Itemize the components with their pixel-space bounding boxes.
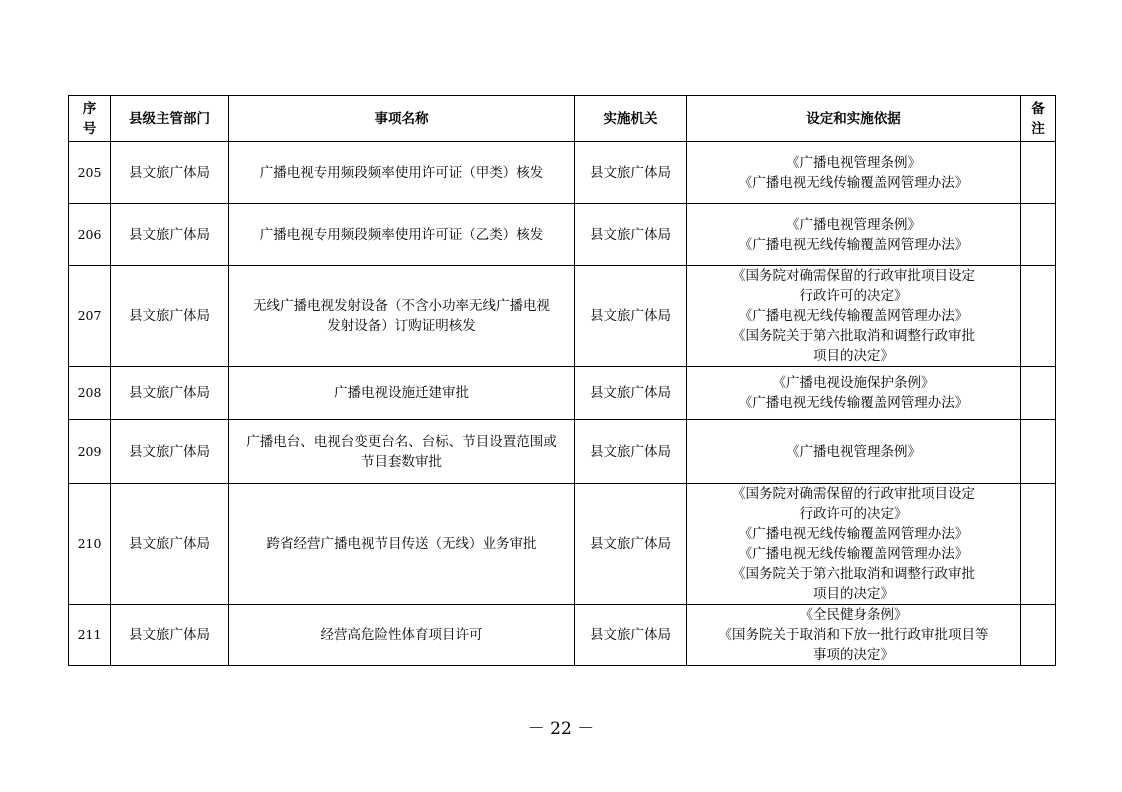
row-number: 206 — [69, 204, 111, 266]
row-basis: 《国务院对确需保留的行政审批项目设定 行政许可的决定》 《广播电视无线传输覆盖网管理办法》 《广播电视无线传输覆盖网管理办法》 《国务院关于第六批取消和调整行政审批 项目的决定》 — [687, 484, 1021, 605]
row-note — [1021, 367, 1056, 420]
row-number: 210 — [69, 484, 111, 605]
row-org: 县文旅广体局 — [575, 484, 687, 605]
row-note — [1021, 204, 1056, 266]
row-number: 208 — [69, 367, 111, 420]
row-org: 县文旅广体局 — [575, 605, 687, 666]
row-org: 县文旅广体局 — [575, 204, 687, 266]
table-row — [69, 367, 1056, 420]
row-basis: 《广播电视管理条例》 — [687, 420, 1021, 484]
row-number: 211 — [69, 605, 111, 666]
table-row — [69, 605, 1056, 666]
row-org: 县文旅广体局 — [575, 420, 687, 484]
row-org: 县文旅广体局 — [575, 266, 687, 367]
row-dept: 县文旅广体局 — [111, 420, 229, 484]
row-note — [1021, 420, 1056, 484]
table-row — [69, 420, 1056, 484]
row-item-name: 广播电视设施迁建审批 — [229, 367, 575, 420]
table-row — [69, 484, 1056, 605]
page-number: － 22 － — [527, 719, 595, 739]
header-seq: 序 号 — [69, 96, 111, 142]
row-item-name: 经营高危险性体育项目许可 — [229, 605, 575, 666]
approval-items-table — [68, 95, 1056, 666]
row-basis: 《国务院对确需保留的行政审批项目设定 行政许可的决定》 《广播电视无线传输覆盖网管理办法》 《国务院关于第六批取消和调整行政审批 项目的决定》 — [687, 266, 1021, 367]
row-number: 207 — [69, 266, 111, 367]
header-dept: 县级主管部门 — [111, 96, 229, 142]
row-basis: 《全民健身条例》 《国务院关于取消和下放一批行政审批项目等 事项的决定》 — [687, 605, 1021, 666]
header-note: 备 注 — [1021, 96, 1056, 142]
row-dept: 县文旅广体局 — [111, 266, 229, 367]
row-note — [1021, 142, 1056, 204]
table-header-row — [69, 96, 1056, 142]
row-item-name: 跨省经营广播电视节目传送（无线）业务审批 — [229, 484, 575, 605]
row-dept: 县文旅广体局 — [111, 605, 229, 666]
row-item-name: 广播电台、电视台变更台名、台标、节目设置范围或 节目套数审批 — [229, 420, 575, 484]
row-org: 县文旅广体局 — [575, 142, 687, 204]
row-item-name: 广播电视专用频段频率使用许可证（乙类）核发 — [229, 204, 575, 266]
row-dept: 县文旅广体局 — [111, 204, 229, 266]
header-basis: 设定和实施依据 — [687, 96, 1021, 142]
row-note — [1021, 605, 1056, 666]
row-number: 205 — [69, 142, 111, 204]
row-basis: 《广播电视管理条例》 《广播电视无线传输覆盖网管理办法》 — [687, 142, 1021, 204]
table-row — [69, 204, 1056, 266]
row-note — [1021, 266, 1056, 367]
header-org: 实施机关 — [575, 96, 687, 142]
row-item-name: 无线广播电视发射设备（不含小功率无线广播电视 发射设备）订购证明核发 — [229, 266, 575, 367]
row-basis: 《广播电视设施保护条例》 《广播电视无线传输覆盖网管理办法》 — [687, 367, 1021, 420]
row-note — [1021, 484, 1056, 605]
table-row — [69, 266, 1056, 367]
row-number: 209 — [69, 420, 111, 484]
row-dept: 县文旅广体局 — [111, 484, 229, 605]
header-item: 事项名称 — [229, 96, 575, 142]
table-row — [69, 142, 1056, 204]
row-item-name: 广播电视专用频段频率使用许可证（甲类）核发 — [229, 142, 575, 204]
row-basis: 《广播电视管理条例》 《广播电视无线传输覆盖网管理办法》 — [687, 204, 1021, 266]
table-body — [69, 142, 1056, 666]
row-org: 县文旅广体局 — [575, 367, 687, 420]
row-dept: 县文旅广体局 — [111, 142, 229, 204]
row-dept: 县文旅广体局 — [111, 367, 229, 420]
